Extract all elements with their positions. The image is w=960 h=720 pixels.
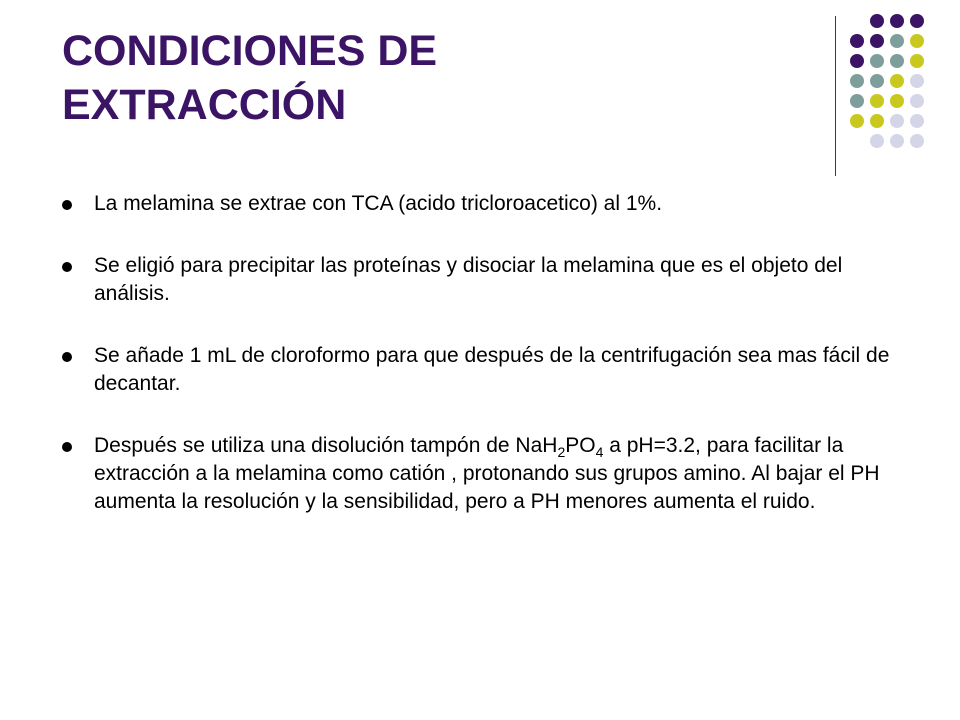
vertical-divider <box>835 16 836 176</box>
decorative-dot <box>870 94 884 108</box>
bullet-text: La melamina se extrae con TCA (acido tricloroacetico) al 1%. <box>94 192 663 215</box>
decorative-dot <box>870 134 884 148</box>
bullet-text-part: Después se utiliza una disolución tampón de NaH <box>94 434 558 457</box>
decorative-dot <box>850 74 864 88</box>
decorative-dot <box>870 14 884 28</box>
bullet-item-4 <box>62 432 892 516</box>
decorative-dot <box>870 74 884 88</box>
decorative-dot <box>890 74 904 88</box>
decorative-dot <box>910 114 924 128</box>
decorative-dot <box>890 94 904 108</box>
decorative-dot <box>850 54 864 68</box>
decorative-dot <box>910 14 924 28</box>
decorative-dot <box>890 54 904 68</box>
decorative-dot <box>890 34 904 48</box>
decorative-dot <box>890 134 904 148</box>
decorative-dot <box>910 34 924 48</box>
bullet-text <box>94 434 880 513</box>
bullet-list <box>62 190 892 550</box>
decorative-dot <box>910 94 924 108</box>
decorative-dot <box>850 114 864 128</box>
decorative-dot <box>850 94 864 108</box>
title-line-1: CONDICIONES DE <box>62 27 438 75</box>
decorative-dot <box>850 34 864 48</box>
bullet-item-1 <box>62 190 892 218</box>
bullet-text: Se eligió para precipitar las proteínas y disociar la melamina que es el objeto del análisis. <box>94 254 843 305</box>
bullet-text-part: a pH=3.2, para facilitar la extracción a la melamina como catión , protonando sus grupos amino. Al bajar el PH aumenta la resolución y la sensibilidad, pero a PH menores aumenta el ruido. <box>94 434 880 513</box>
bullet-icon <box>62 200 72 210</box>
bullet-icon <box>62 442 72 452</box>
decorative-dot <box>870 34 884 48</box>
decorative-dot <box>870 54 884 68</box>
decorative-dot <box>890 114 904 128</box>
decorative-dot <box>910 134 924 148</box>
bullet-item-2 <box>62 252 892 308</box>
decorative-dot-grid <box>850 14 950 164</box>
decorative-dot <box>910 74 924 88</box>
slide-title <box>62 24 762 132</box>
subscript: 2 <box>557 444 566 460</box>
title-line-2: EXTRACCIÓN <box>62 81 347 129</box>
bullet-text: Se añade 1 mL de cloroformo para que después de la centrifugación sea mas fácil de decantar. <box>94 344 890 395</box>
bullet-icon <box>62 262 72 272</box>
bullet-icon <box>62 352 72 362</box>
decorative-dot <box>890 14 904 28</box>
bullet-item-3 <box>62 342 892 398</box>
decorative-dot <box>870 114 884 128</box>
bullet-text-part: PO <box>565 434 596 457</box>
subscript: 4 <box>595 444 604 460</box>
decorative-dot <box>910 54 924 68</box>
